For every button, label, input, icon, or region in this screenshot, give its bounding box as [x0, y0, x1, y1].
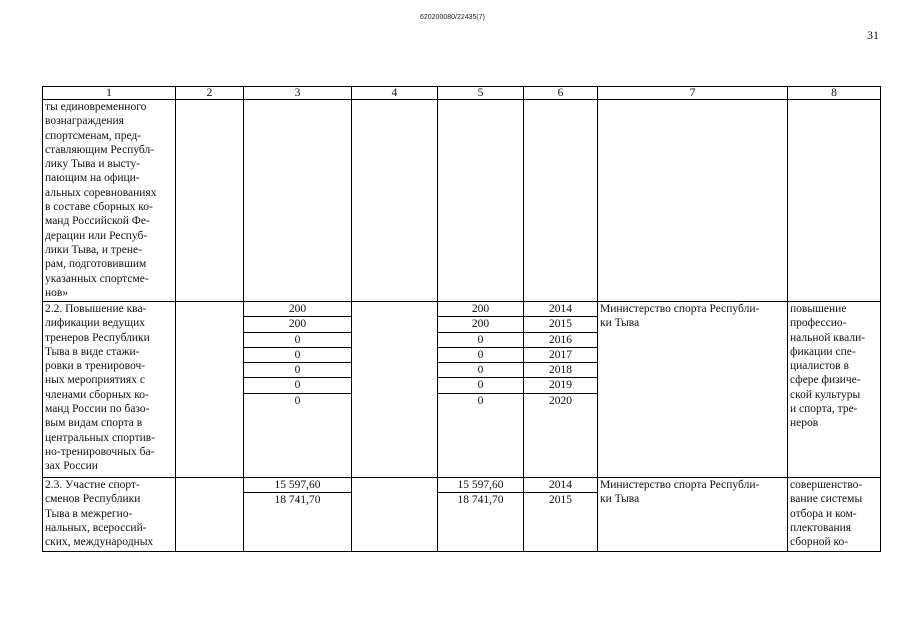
empty-cell: [788, 100, 881, 302]
header-cell-7: 7: [598, 87, 788, 100]
executor-cell: [598, 478, 788, 552]
document-id: 620200080/22435(7): [419, 14, 485, 21]
text-line: тренеров Республики: [45, 331, 150, 344]
year-value: 2017: [524, 348, 597, 363]
amount-value: 0: [244, 333, 351, 348]
text-line: но-тренировочных ба-: [45, 445, 155, 458]
text-line: лики Тыва, и трене-: [45, 243, 142, 256]
text-line: и спорта, тре-: [790, 403, 858, 416]
year-value: 2020: [549, 394, 572, 407]
text-line: повышение: [790, 303, 847, 315]
empty-cell: [352, 100, 438, 302]
text-line: дерации или Респуб-: [45, 229, 148, 242]
year-value: 2018: [524, 363, 597, 378]
year-value: 2016: [524, 333, 597, 348]
text-line: указанных спортсме-: [45, 272, 149, 285]
text-line: 2.3. Участие спорт-: [45, 479, 140, 491]
amount-cell: [438, 478, 524, 552]
text-line: зах России: [45, 460, 98, 473]
amount-value: 200: [244, 302, 351, 317]
table-row: [43, 100, 881, 302]
amount-value: 0: [438, 333, 523, 348]
amount-value: 200: [438, 302, 523, 317]
amount-value: 18 741,70: [457, 494, 504, 507]
text-line: вание системы: [790, 493, 863, 506]
text-line: 2.2. Повышение ква-: [45, 303, 147, 315]
amount-cell: [244, 302, 352, 478]
text-line: в составе сборных ко-: [45, 201, 153, 214]
amount-value: 18 741,70: [274, 494, 321, 507]
text-line: ской культуры: [790, 388, 861, 401]
empty-cell: [244, 100, 352, 302]
empty-cell: [352, 478, 438, 552]
empty-cell: [176, 302, 244, 478]
amount-value: 0: [438, 348, 523, 363]
result-cell: [788, 478, 881, 552]
text-line: пающим на офици-: [45, 172, 140, 185]
text-line: неров: [790, 417, 819, 430]
amount-value: 200: [438, 317, 523, 332]
text-line: сборной ко-: [790, 536, 849, 549]
amount-cell: [438, 302, 524, 478]
text-line: Тыва в межрегио-: [45, 507, 133, 520]
header-cell-3: 3: [244, 87, 352, 100]
text-line: центральных спортив-: [45, 431, 156, 444]
header-cell-1: 1: [43, 87, 176, 100]
amount-value: 0: [244, 378, 351, 393]
text-line: спортсменам, пред-: [45, 129, 142, 142]
amount-value: 15 597,60: [438, 478, 523, 493]
header-row: [43, 87, 881, 100]
text-line: сфере физиче-: [790, 374, 861, 387]
empty-cell: [524, 100, 598, 302]
header-cell-4: 4: [352, 87, 438, 100]
text-line: циалистов в: [790, 360, 849, 373]
text-line: лику Тыва и высту-: [45, 158, 141, 171]
text-line: ставляющим Республ-: [45, 143, 155, 156]
text-line: ты единовременного: [45, 101, 147, 113]
executor-cell: [598, 302, 788, 478]
text-line: ровки в тренировоч-: [45, 360, 146, 373]
year-value: 2014: [524, 478, 597, 493]
text-line: совершенство-: [790, 479, 863, 491]
text-line: нальной квали-: [790, 331, 866, 344]
year-cell: [524, 478, 598, 552]
year-value: 2015: [549, 494, 572, 507]
text-line: нальных, всероссий-: [45, 521, 147, 534]
text-line: ки Тыва: [600, 493, 640, 506]
amount-value: 0: [438, 378, 523, 393]
text-line: лификации ведущих: [45, 317, 146, 330]
header-cell-8: 8: [788, 87, 881, 100]
text-line: профессио-: [790, 317, 847, 330]
amount-value: 0: [244, 348, 351, 363]
text-line: отбора и ком-: [790, 507, 857, 520]
empty-cell: [352, 302, 438, 478]
text-line: Министерство спорта Республи-: [600, 303, 760, 315]
header-cell-5: 5: [438, 87, 524, 100]
program-table: [42, 86, 881, 552]
text-line: манд России по базо-: [45, 403, 150, 416]
text-line: нов»: [45, 286, 69, 299]
row-description: [43, 100, 176, 302]
amount-value: 200: [244, 317, 351, 332]
text-line: фикации спе-: [790, 345, 856, 358]
year-value: 2019: [524, 378, 597, 393]
text-line: вознаграждения: [45, 115, 124, 128]
header-cell-2: 2: [176, 87, 244, 100]
text-line: сменов Республики: [45, 493, 141, 506]
amount-value: 0: [438, 363, 523, 378]
amount-value: 0: [294, 394, 301, 407]
empty-cell: [176, 478, 244, 552]
row-description: [43, 478, 176, 552]
empty-cell: [598, 100, 788, 302]
table-row: [43, 302, 881, 478]
empty-cell: [438, 100, 524, 302]
amount-cell: [244, 478, 352, 552]
header-cell-6: 6: [524, 87, 598, 100]
text-line: плектования: [790, 521, 852, 534]
text-line: ки Тыва: [600, 317, 640, 330]
text-line: манд Российской Фе-: [45, 215, 150, 228]
empty-cell: [176, 100, 244, 302]
year-cell: [524, 302, 598, 478]
page-number: 31: [867, 28, 879, 42]
text-line: Тыва в виде стажи-: [45, 345, 140, 358]
amount-value: 0: [244, 363, 351, 378]
result-cell: [788, 302, 881, 478]
text-line: ских, международных: [45, 536, 154, 549]
amount-value: 0: [477, 394, 484, 407]
text-line: альных соревнованиях: [45, 186, 157, 199]
text-line: ных мероприятиях с: [45, 374, 145, 387]
text-line: рам, подготовившим: [45, 258, 147, 271]
text-line: членами сборных ко-: [45, 388, 149, 401]
row-description: [43, 302, 176, 478]
year-value: 2015: [524, 317, 597, 332]
text-line: вым видам спорта в: [45, 417, 143, 430]
text-line: Министерство спорта Республи-: [600, 479, 760, 491]
table-row: [43, 478, 881, 552]
amount-value: 15 597,60: [244, 478, 351, 493]
year-value: 2014: [524, 302, 597, 317]
